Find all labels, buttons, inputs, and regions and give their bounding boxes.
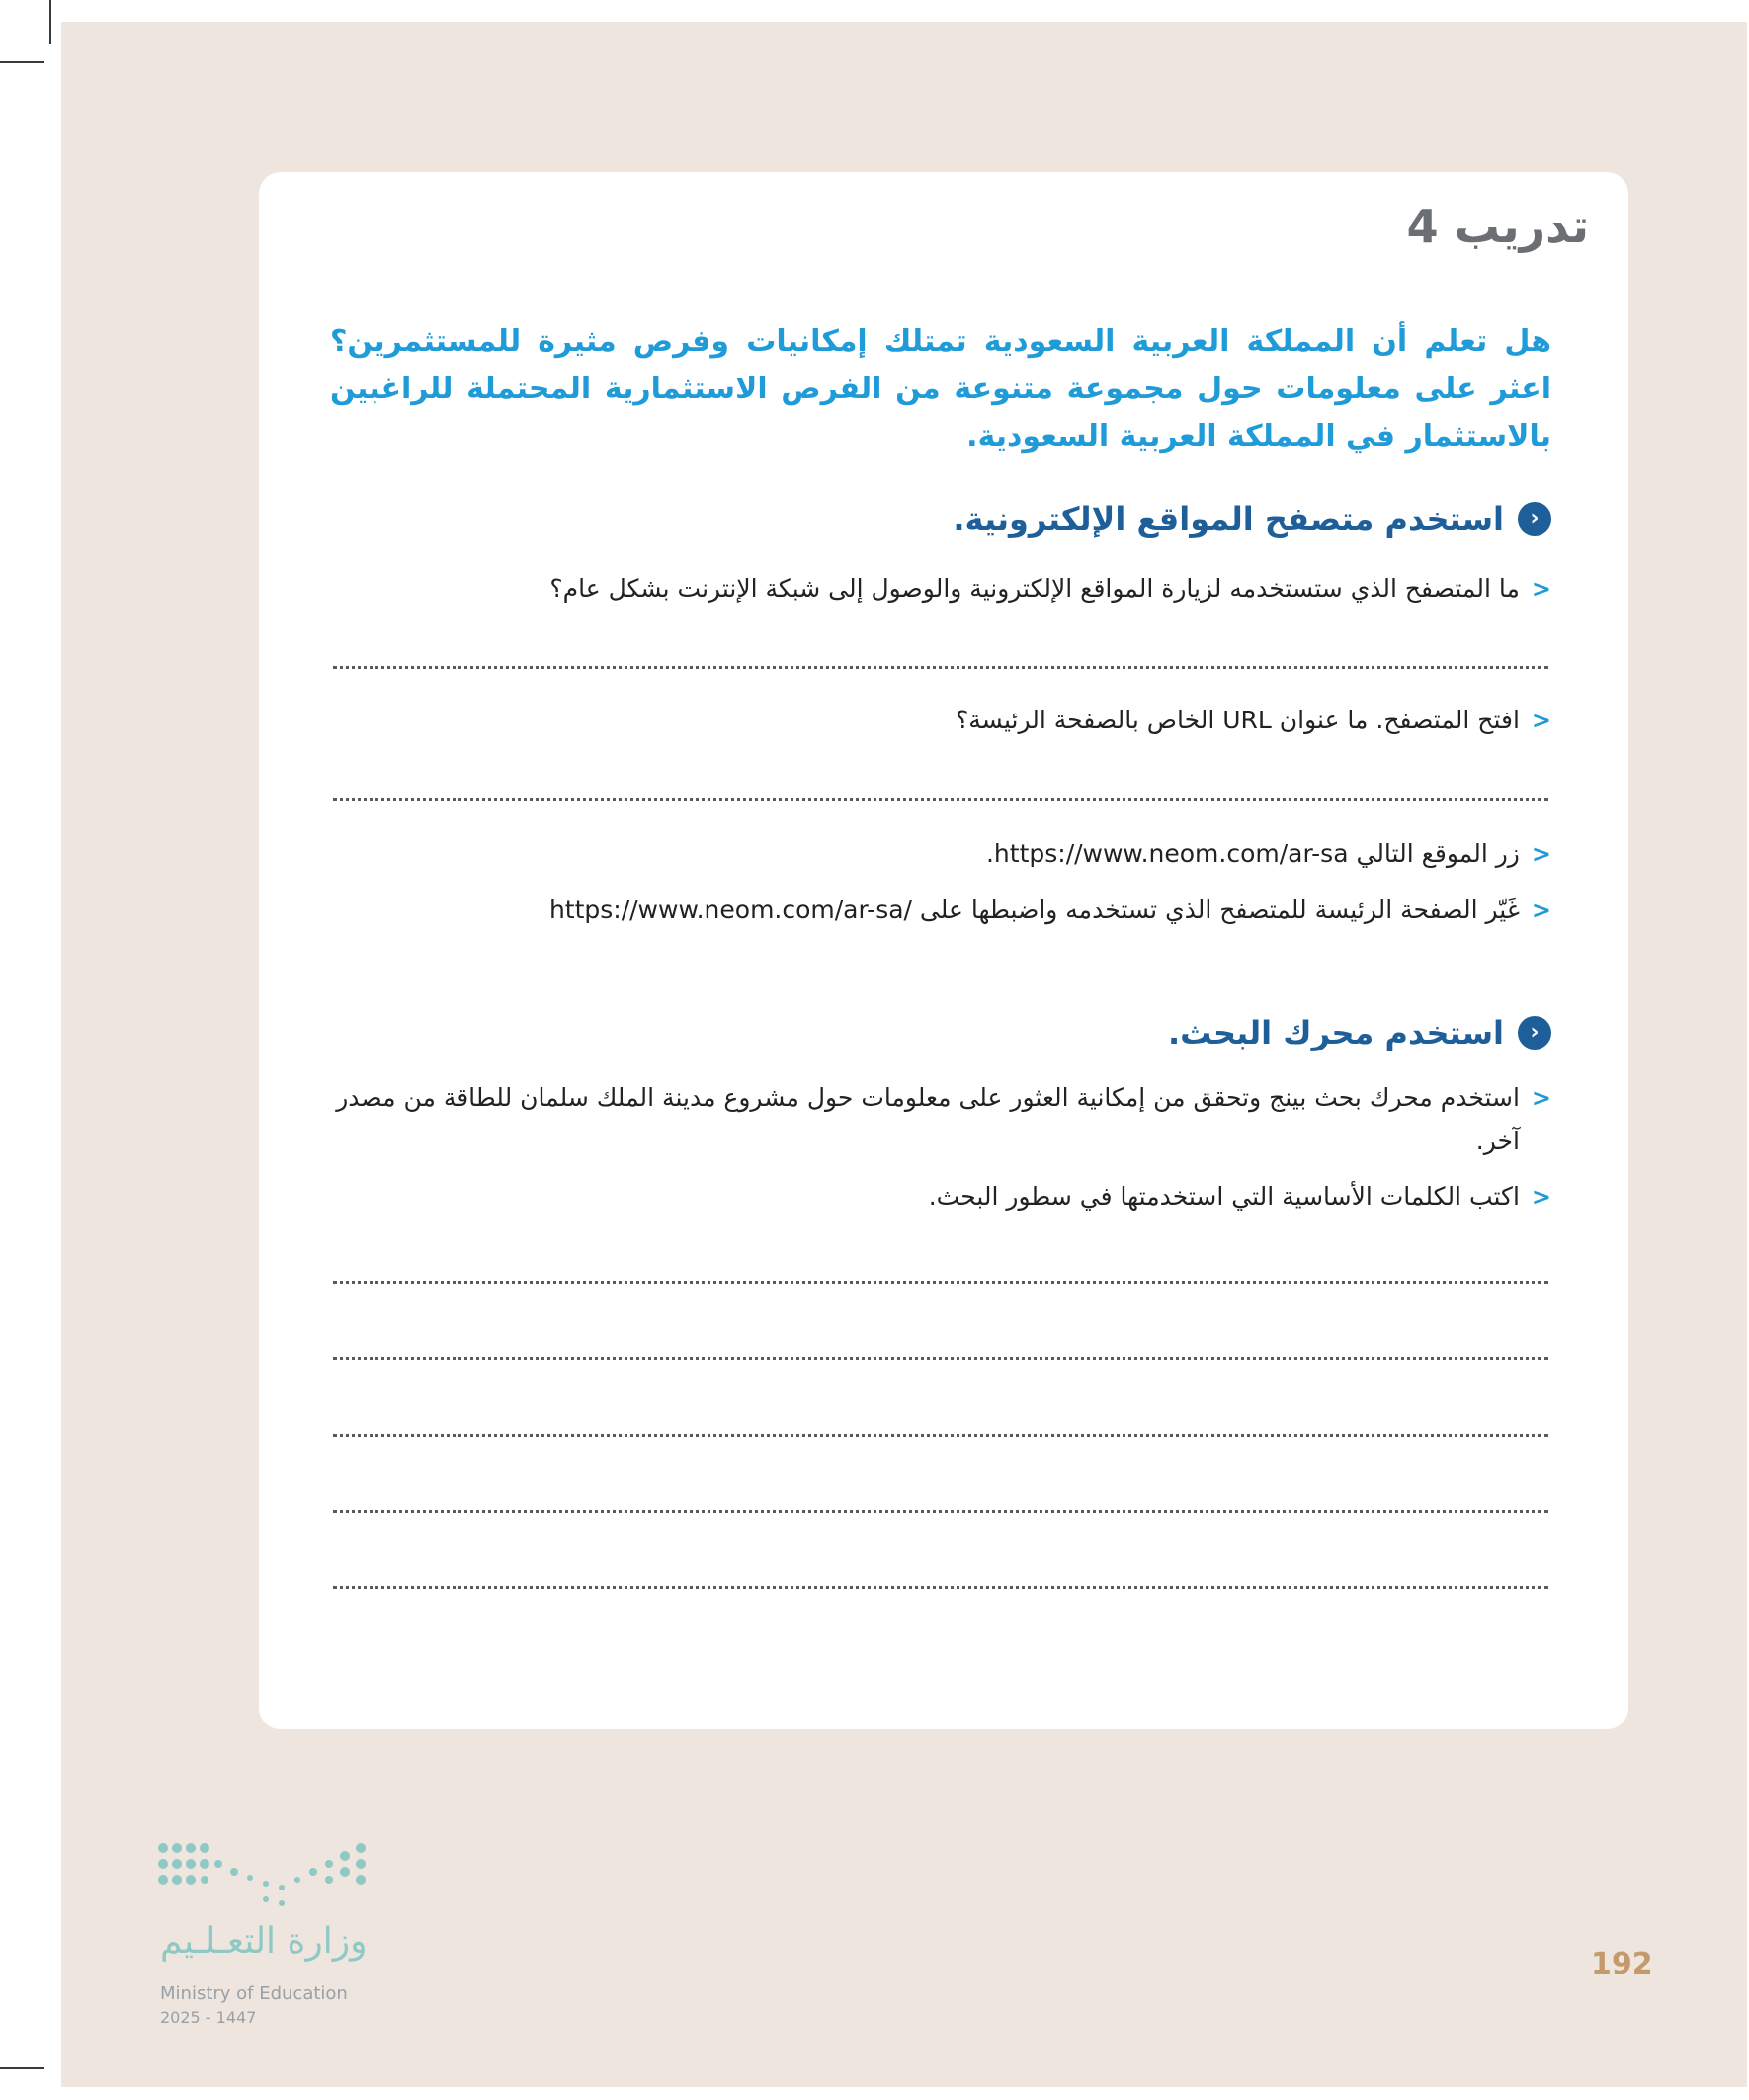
crop-mark bbox=[0, 2067, 44, 2069]
list-item-text: افتح المتصفح. ما عنوان URL الخاص بالصفحة الرئيسة؟ bbox=[955, 706, 1520, 734]
list-item-text: غَيّر الصفحة الرئيسة للمتصفح الذي تستخدمه واضبطها على /https://www.neom.com/ar-sa bbox=[548, 895, 1520, 924]
ministry-logo-icon bbox=[155, 1840, 373, 1919]
section-heading-browser bbox=[953, 500, 1551, 538]
answer-line[interactable] bbox=[333, 1357, 1548, 1360]
exercise-card bbox=[259, 172, 1628, 1729]
list-item bbox=[330, 1175, 1551, 1218]
answer-line[interactable] bbox=[333, 1281, 1548, 1284]
circle-chevron-icon: ‹ bbox=[1518, 1016, 1551, 1050]
crop-mark bbox=[0, 61, 44, 63]
chevron-left-icon: < bbox=[1531, 575, 1551, 603]
list-item bbox=[330, 832, 1551, 876]
chevron-left-icon: < bbox=[1531, 707, 1551, 734]
chevron-left-icon: < bbox=[1531, 840, 1551, 868]
list-item-text: استخدم محرك بحث بينج وتحقق من إمكانية العثور على معلومات حول مشروع مدينة الملك سلمان للطاقة من مصدر آخر. bbox=[336, 1083, 1520, 1155]
exercise-title: تدريب 4 bbox=[1406, 200, 1589, 253]
ministry-name-arabic: وزارة التعـلـيم bbox=[160, 1921, 368, 1962]
answer-line[interactable] bbox=[333, 798, 1548, 801]
chevron-left-icon: < bbox=[1531, 896, 1551, 924]
answer-line[interactable] bbox=[333, 1586, 1548, 1589]
list-item bbox=[330, 888, 1551, 932]
page-number: 192 bbox=[1591, 1947, 1653, 1981]
list-item-text: ما المتصفح الذي ستستخدمه لزيارة المواقع الإلكترونية والوصول إلى شبكة الإنترنت بشكل عام؟ bbox=[549, 574, 1520, 603]
list-item-text: اكتب الكلمات الأساسية التي استخدمتها في سطور البحث. bbox=[928, 1182, 1520, 1211]
list-item bbox=[330, 1076, 1551, 1163]
list-item bbox=[330, 567, 1551, 611]
ministry-name-english: Ministry of Education bbox=[160, 1983, 348, 2004]
answer-line[interactable] bbox=[333, 666, 1548, 669]
circle-chevron-icon: ‹ bbox=[1518, 502, 1551, 536]
list-item bbox=[330, 699, 1551, 742]
section-heading-search bbox=[1168, 1014, 1551, 1051]
section-heading-text: استخدم متصفح المواقع الإلكترونية. bbox=[953, 500, 1504, 538]
list-item-text: زر الموقع التالي https://www.neom.com/ar-sa. bbox=[985, 839, 1520, 868]
intro-paragraph: هل تعلم أن المملكة العربية السعودية تمتلك إمكانيات وفرص مثيرة للمستثمرين؟ اعثر على معلومات حول مجموعة متنوعة من الفرص الاستثمارية المحتملة للراغبين بالاستثمار في المملكة العربية السعودية. bbox=[330, 324, 1551, 454]
chevron-left-icon: < bbox=[1531, 1084, 1551, 1112]
ministry-year: 2025 - 1447 bbox=[160, 2008, 257, 2027]
answer-line[interactable] bbox=[333, 1510, 1548, 1513]
crop-mark bbox=[49, 0, 51, 44]
page-background bbox=[61, 22, 1747, 2087]
chevron-left-icon: < bbox=[1531, 1183, 1551, 1211]
answer-line[interactable] bbox=[333, 1434, 1548, 1437]
section-heading-text: استخدم محرك البحث. bbox=[1167, 1014, 1504, 1051]
